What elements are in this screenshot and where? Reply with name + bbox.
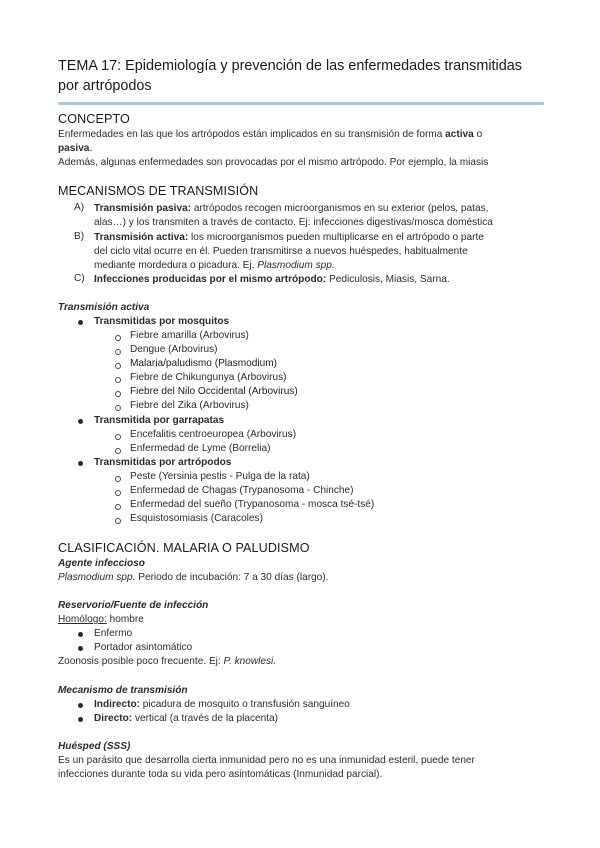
circle-bullet-icon	[115, 391, 121, 397]
list-item: Enfermedad de Lyme (Borrelia)	[130, 443, 271, 454]
list-item: Encefalitis centroeuropea (Arbovirus)	[130, 429, 297, 440]
list-item: Dengue (Arbovirus)	[130, 344, 218, 355]
activa-heading: Transmisión activa	[58, 302, 150, 313]
list-item: Indirecto: picadura de mosquito o transfusión sanguíneo	[94, 699, 350, 710]
list-item: Fiebre del Nilo Occidental (Arbovirus)	[130, 386, 298, 397]
group-artropodos-label: Transmitidas por artrópodos	[94, 457, 232, 468]
mecanismo-b-line-2: del ciclo vital ocurre en él. Pueden transmitirse a nuevos huéspedes, habitualmente	[94, 246, 468, 257]
mecanismo-b-line-1: Transmisión activa: los microorganismos pueden multiplicarse en el artrópodo o parte	[94, 232, 484, 243]
list-marker-a: A)	[74, 202, 85, 213]
circle-bullet-icon	[115, 377, 121, 383]
circle-bullet-icon	[115, 363, 121, 369]
list-item: Directo: vertical (a través de la placenta)	[94, 713, 279, 724]
list-item: Enfermo	[94, 628, 133, 639]
concepto-line-2: pasiva.	[58, 143, 93, 154]
circle-bullet-icon	[115, 335, 121, 341]
bullet-icon	[78, 632, 83, 637]
circle-bullet-icon	[115, 434, 121, 440]
group-garrapatas-label: Transmitida por garrapatas	[94, 415, 225, 426]
bullet-icon	[78, 320, 83, 325]
list-marker-b: B)	[74, 231, 85, 242]
circle-bullet-icon	[115, 349, 121, 355]
circle-bullet-icon	[115, 476, 121, 482]
homologo-line: Homólogo: hombre	[58, 614, 144, 625]
list-item: Enfermedad de Chagas (Trypanosoma - Chinche)	[130, 485, 354, 496]
list-item: Fiebre de Chikungunya (Arbovirus)	[130, 372, 287, 383]
circle-bullet-icon	[115, 405, 121, 411]
huesped-line-1: Es un parásito que desarrolla cierta inmunidad pero no es una inmunidad esteril, puede tener	[58, 755, 475, 766]
agente-text: Plasmodium spp. Periodo de incubación: 7 a 30 días (largo).	[58, 572, 329, 583]
circle-bullet-icon	[115, 518, 121, 524]
concepto-line-3: Además, algunas enfermedades son provocadas por el mismo artrópodo. Por ejemplo, la miasis	[58, 157, 489, 168]
list-marker-c: C)	[74, 273, 85, 284]
concepto-line-1: Enfermedades en las que los artrópodos están implicados en su transmisión de forma activa o	[58, 129, 483, 140]
huesped-line-2: infecciones durante toda su vida pero asintomáticas (Inmunidad parcial).	[58, 769, 383, 780]
circle-bullet-icon	[115, 490, 121, 496]
list-item: Portador asintomático	[94, 642, 193, 653]
title-divider	[58, 102, 544, 105]
mecanismos-heading: MECANISMOS DE TRANSMISIÓN	[58, 184, 259, 198]
mecanismo-c-line-1: Infecciones producidas por el mismo artrópodo: Pediculosis, Miasis, Sarna.	[94, 274, 450, 285]
mecanismo-b-line-3: mediante mordedura o picadura. Ej. Plasmodium spp.	[94, 260, 335, 271]
mecanismo-a-line-1: Transmisión pasiva: artrópodos recogen microorganismos en su exterior (pelos, patas,	[94, 203, 489, 214]
list-item: Esquistosomiasis (Caracoles)	[130, 513, 263, 524]
list-item: Fiebre del Zika (Arbovirus)	[130, 400, 249, 411]
list-item: Malaria/paludismo (Plasmodium)	[130, 358, 277, 369]
circle-bullet-icon	[115, 504, 121, 510]
mecanismo-heading: Mecanismo de transmisión	[58, 685, 188, 696]
bullet-icon	[78, 419, 83, 424]
bullet-icon	[78, 646, 83, 651]
bullet-icon	[78, 461, 83, 466]
reservorio-heading: Reservorio/Fuente de infección	[58, 600, 209, 611]
malaria-heading: CLASIFICACIÓN. MALARIA O PALUDISMO	[58, 541, 310, 555]
list-item: Enfermedad del sueño (Trypanosoma - mosca tsé-tsé)	[130, 499, 375, 510]
agente-heading: Agente infeccioso	[58, 558, 145, 569]
bullet-icon	[78, 703, 83, 708]
concepto-heading: CONCEPTO	[58, 112, 130, 126]
document-title: TEMA 17: Epidemiología y prevención de las enfermedades transmitidas por artrópodos	[58, 58, 522, 94]
bullet-icon	[78, 717, 83, 722]
mecanismo-a-line-2: alas…) y los transmiten a través de contacto. Ej: infecciones digestivas/mosca doméstica	[94, 217, 493, 228]
group-mosquitos-label: Transmitidas por mosquitos	[94, 316, 230, 327]
zoonosis-line: Zoonosis posible poco frecuente. Ej: P. knowlesi.	[58, 656, 277, 667]
circle-bullet-icon	[115, 448, 121, 454]
huesped-heading: Huésped (SSS)	[58, 741, 131, 752]
list-item: Peste (Yersinia pestis - Pulga de la rata)	[130, 471, 310, 482]
list-item: Fiebre amarilla (Arbovirus)	[130, 330, 249, 341]
